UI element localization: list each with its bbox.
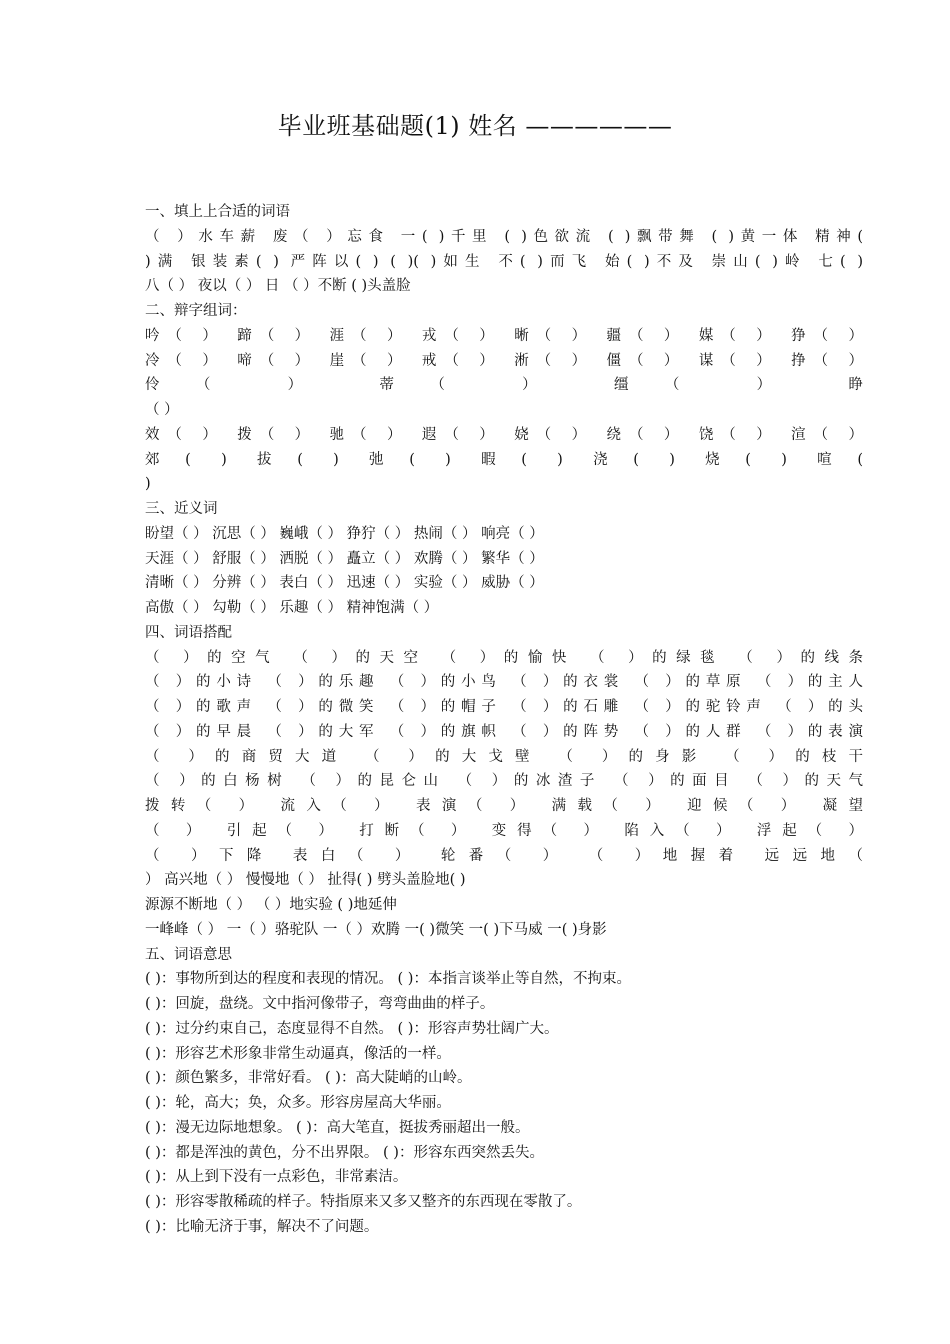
worksheet-line: 拨转（ ） 流入（ ） 表演（ ） 满载（ ） 迎候（ ） 凝望 bbox=[145, 798, 863, 814]
worksheet-line: （ ）的空气 （ ）的天空 （ ）的愉快 （ ）的绿毯 （ ）的线条 bbox=[145, 649, 863, 666]
worksheet-line: 伶（ ） 蒂（ ） 缰（ ） 睁 bbox=[145, 377, 863, 394]
worksheet-line: 八（ ） 夜以（ ） 日 （ ）不断 ( )头盖脸 bbox=[145, 278, 411, 295]
worksheet-line: 源源不断地（ ） （ ）地实验 ( )地延伸 bbox=[145, 897, 397, 913]
worksheet-line: ( )：回旋，盘绕。文中指河像带子，弯弯曲曲的样子。 bbox=[145, 996, 495, 1012]
worksheet-line: ) bbox=[145, 476, 151, 493]
worksheet-line: ( )：颜色繁多，非常好看。 ( )：高大陡峭的山岭。 bbox=[145, 1070, 472, 1087]
page-title: 毕业班基础题(1) 姓名 —————— bbox=[277, 112, 673, 140]
worksheet-line: ( )：从上到下没有一点彩色，非常素洁。 bbox=[145, 1169, 408, 1186]
worksheet-line: 五、词语意思 bbox=[145, 946, 232, 963]
worksheet-line: ( )：漫无边际地想象。 ( )：高大笔直，挺拔秀丽超出一般。 bbox=[145, 1119, 530, 1136]
worksheet-line: 郊( ) 拔( ) 弛( ) 暇( ) 浇( ) 烧( ) 喧( bbox=[145, 451, 863, 468]
worksheet-line: 天涯（ ） 舒服（ ） 洒脱（ ） 矗立（ ） 欢腾（ ） 繁华（ ） bbox=[145, 550, 544, 567]
worksheet-line: （ ）的商贸大道 （ ）的大戈壁 （ ）的身影 （ ）的枝干 bbox=[145, 748, 863, 765]
worksheet-line: （ ） bbox=[145, 402, 179, 418]
worksheet-line: )满 银装素( ) 严阵以( ) ( )( )如生 不( )而飞 始( )不及 崇山( )岭 七( ) bbox=[145, 253, 863, 270]
worksheet-line: 清晰（ ） 分辨（ ） 表白（ ） 迅速（ ） 实验（ ） 威胁（ ） bbox=[145, 575, 544, 592]
worksheet-line: （ ）下降 表白（ ） 轮番（ ） （ ）地握着 远远地（ bbox=[145, 847, 863, 864]
worksheet-line: 一峰峰（ ） 一（ ）骆驼队 一（ ）欢腾 一( )微笑 一( )下马威 一( )身影 bbox=[145, 921, 607, 938]
worksheet-line: 效（ ） 拨（ ） 驰（ ） 遐（ ） 娆（ ） 绕（ ） 饶（ ） 渲（ ） bbox=[145, 426, 863, 443]
worksheet-line: 盼望（ ） 沉思（ ） 巍峨（ ） 狰狞（ ） 热闹（ ） 响亮（ ） bbox=[145, 525, 544, 542]
worksheet-line: ( )：轮，高大；奂，众多。形容房屋高大华丽。 bbox=[145, 1095, 451, 1111]
worksheet-line: 一、填上上合适的词语 bbox=[145, 204, 290, 220]
worksheet-line: ( )：事物所到达的程度和表现的情况。 ( )：本指言谈举止等自然，不拘束。 bbox=[145, 971, 631, 988]
worksheet-line: ） 高兴地（ ） 慢慢地（ ） 扯得( ) 劈头盖脸地( ) bbox=[145, 872, 466, 889]
worksheet-line: （ ） 引起（ ） 打断（ ） 变得（ ） 陷入（ ） 浮起（ ） bbox=[145, 822, 863, 839]
worksheet-line: ( )：形容零散稀疏的样子。特指原来又多又整齐的东西现在零散了。 bbox=[145, 1194, 582, 1210]
worksheet-line: （ ）的小诗 （ ）的乐趣 （ ）的小鸟 （ ）的衣裳 （ ）的草原 （ ）的主人 bbox=[145, 674, 863, 691]
worksheet-line: 吟（ ） 蹄（ ） 涯（ ） 戎（ ） 晰（ ） 疆（ ） 媒（ ） 狰（ ） bbox=[145, 327, 863, 344]
worksheet-line: （ ）的早晨 （ ）的大军 （ ）的旗帜 （ ）的阵势 （ ）的人群 （ ）的表演 bbox=[145, 723, 863, 740]
worksheet-line: （ ）水车薪 废（ ）忘食 一( )千里 ( )色欲流 ( )飘带舞 ( )黄一体 精神( bbox=[145, 228, 863, 245]
worksheet-line: ( )：都是浑浊的黄色，分不出界限。 ( )：形容东西突然丢失。 bbox=[145, 1144, 544, 1161]
worksheet-line: ( )：过分约束自己，态度显得不自然。 ( )：形容声势壮阔广大。 bbox=[145, 1020, 559, 1037]
worksheet-line: ( )：比喻无济于事，解决不了问题。 bbox=[145, 1218, 379, 1235]
worksheet-line: （ ）的歌声 （ ）的微笑 （ ）的帽子 （ ）的石雕 （ ）的驼铃声 （ ）的头 bbox=[145, 699, 863, 715]
worksheet-line: ( )：形容艺术形象非常生动逼真，像活的一样。 bbox=[145, 1045, 451, 1062]
worksheet-line: （ ）的白杨树 （ ）的昆仑山 （ ）的冰渣子 （ ）的面目 （ ）的天气 bbox=[145, 773, 863, 790]
worksheet-line: 四、词语搭配 bbox=[145, 624, 232, 641]
worksheet-line: 三、近义词 bbox=[145, 501, 218, 517]
worksheet-line: 高傲（ ） 勾勒（ ） 乐趣（ ） 精神饱满（ ） bbox=[145, 600, 439, 616]
worksheet-body bbox=[145, 200, 863, 1240]
worksheet-line: 二、辩字组词： bbox=[145, 303, 247, 319]
worksheet-line: 冷（ ） 啼（ ） 崖（ ） 戒（ ） 淅（ ） 僵（ ） 谋（ ） 挣（ ） bbox=[145, 352, 863, 369]
